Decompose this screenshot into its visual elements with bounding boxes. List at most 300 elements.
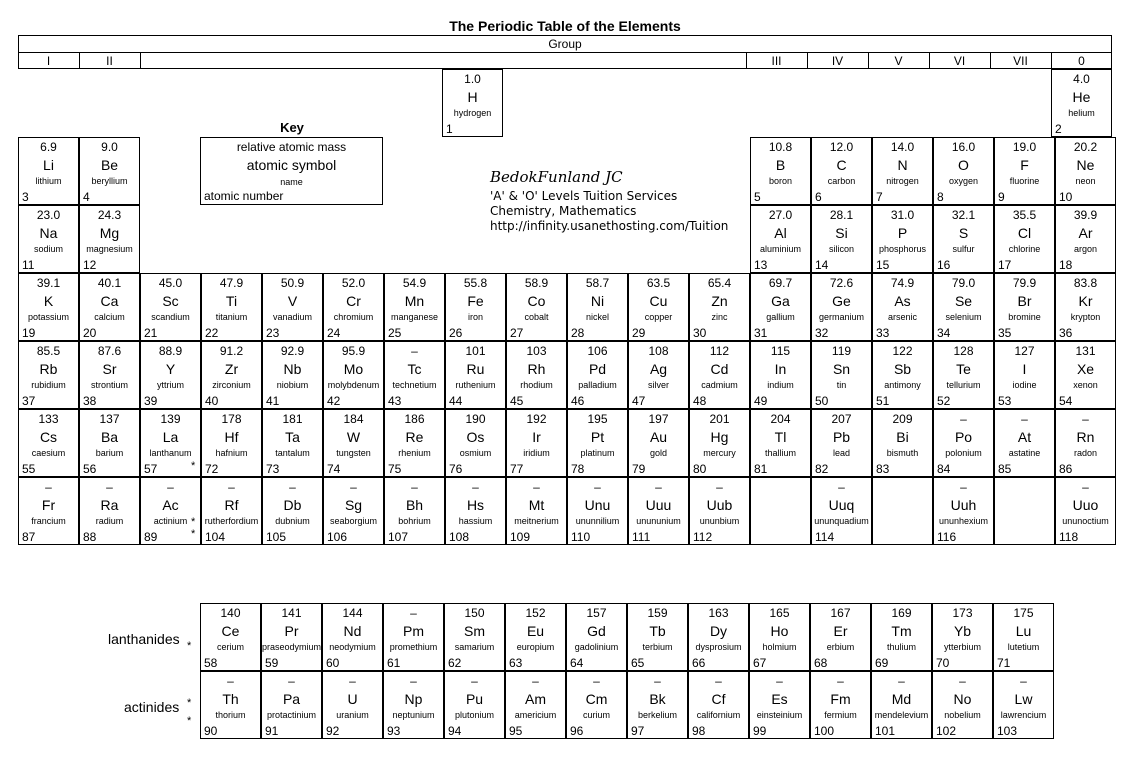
- element-symbol: Cl: [1017, 225, 1032, 241]
- element-cell-neon: [1055, 137, 1116, 205]
- group-label: V: [894, 54, 903, 68]
- element-number: 16: [937, 258, 951, 272]
- element-symbol: Y: [165, 361, 176, 377]
- element-mass: –: [227, 674, 234, 688]
- element-mass: 95.9: [341, 344, 366, 358]
- element-cell-dubnium: [262, 477, 323, 545]
- element-mass: 133: [38, 412, 59, 426]
- element-name: iron: [467, 312, 483, 322]
- element-name: copper: [644, 312, 673, 322]
- element-name: erbium: [826, 642, 855, 652]
- element-number: 112: [693, 530, 713, 544]
- element-symbol: Re: [405, 429, 424, 445]
- element-name: praseodymium: [262, 642, 321, 652]
- element-number: 58: [204, 656, 218, 670]
- element-symbol: Ca: [100, 293, 119, 309]
- element-number: 10: [1059, 190, 1073, 204]
- element-symbol: Rf: [224, 497, 239, 513]
- element-cell-xenon: [1055, 341, 1116, 409]
- element-symbol: F: [1020, 157, 1029, 173]
- element-cell-francium: [18, 477, 79, 545]
- element-mass: –: [1021, 412, 1028, 426]
- element-name: fluorine: [1009, 176, 1040, 186]
- element-name: lawrencium: [1000, 710, 1047, 720]
- element-mass: 169: [891, 606, 912, 620]
- element-cell-uranium: [322, 671, 383, 739]
- element-symbol: Ra: [100, 497, 119, 513]
- element-cell-nobelium: [932, 671, 993, 739]
- element-name: ytterbium: [943, 642, 981, 652]
- element-symbol: Ar: [1078, 225, 1093, 241]
- element-number: 79: [632, 462, 646, 476]
- element-name: cobalt: [524, 312, 549, 322]
- element-cell-helium: [1051, 69, 1112, 137]
- element-cell-tantalum: [262, 409, 323, 477]
- element-name: europium: [516, 642, 555, 652]
- element-number: 62: [448, 656, 462, 670]
- element-mass: –: [106, 480, 113, 494]
- element-mass: 23.0: [36, 208, 61, 222]
- element-name: phosphorus: [878, 244, 927, 254]
- element-name: thallium: [764, 448, 796, 458]
- element-number: 37: [22, 394, 36, 408]
- element-mass: –: [776, 674, 783, 688]
- element-symbol: Hg: [710, 429, 729, 445]
- element-name: francium: [31, 516, 66, 526]
- element-number: 96: [570, 724, 584, 738]
- element-cell-chlorine: [994, 205, 1055, 273]
- element-name: rubidium: [31, 380, 66, 390]
- element-name: gadolinium: [574, 642, 619, 652]
- series-marker: *: [191, 528, 196, 540]
- element-number: 66: [692, 656, 706, 670]
- element-symbol: V: [287, 293, 298, 309]
- element-number: 57: [144, 462, 158, 476]
- element-mass: 101: [465, 344, 486, 358]
- element-name: hafnium: [215, 448, 248, 458]
- element-mass: –: [410, 606, 417, 620]
- element-mass: 52.0: [341, 276, 366, 290]
- element-mass: 31.0: [890, 208, 915, 222]
- element-mass: 128: [953, 344, 974, 358]
- element-symbol: Yb: [953, 623, 972, 639]
- element-name: fermium: [824, 710, 857, 720]
- element-cell-potassium: [18, 273, 79, 341]
- element-symbol: Ba: [100, 429, 119, 445]
- element-cell-ununhexium: [933, 477, 994, 545]
- element-name: tellurium: [946, 380, 981, 390]
- element-number: 27: [510, 326, 524, 340]
- element-number: 103: [997, 724, 1018, 738]
- element-cell-molybdenum: [323, 341, 384, 409]
- element-mass: 178: [221, 412, 242, 426]
- element-symbol: Pd: [588, 361, 607, 377]
- element-mass: 88.9: [158, 344, 183, 358]
- element-number: 86: [1059, 462, 1073, 476]
- element-mass: 167: [830, 606, 851, 620]
- element-number: 63: [509, 656, 523, 670]
- element-cell-thulium: [871, 603, 932, 671]
- element-symbol: U: [347, 691, 358, 707]
- group-label: II: [106, 54, 113, 68]
- element-mass: –: [288, 674, 295, 688]
- element-name: einsteinium: [756, 710, 803, 720]
- element-symbol: W: [346, 429, 361, 445]
- watermark-line: 'A' & 'O' Levels Tuition Services: [490, 189, 678, 203]
- element-name: iridium: [523, 448, 550, 458]
- element-mass: 112: [709, 344, 730, 358]
- element-number: 54: [1059, 394, 1073, 408]
- element-mass: 50.9: [280, 276, 305, 290]
- element-cell-germanium: [811, 273, 872, 341]
- element-symbol: Dy: [709, 623, 728, 639]
- element-name: sodium: [33, 244, 63, 254]
- element-name: hassium: [458, 516, 493, 526]
- element-name: molybdenum: [327, 380, 380, 390]
- element-mass: 27.0: [768, 208, 793, 222]
- element-cell-empty: [872, 477, 933, 545]
- element-symbol: Uuh: [950, 497, 977, 513]
- element-number: 71: [997, 656, 1011, 670]
- element-mass: 122: [892, 344, 913, 358]
- element-mass: 39.9: [1073, 208, 1098, 222]
- element-cell-sodium: [18, 205, 79, 273]
- element-cell-vanadium: [262, 273, 323, 341]
- element-symbol: Mo: [343, 361, 364, 377]
- element-mass: –: [959, 674, 966, 688]
- element-name: mendelevium: [874, 710, 929, 720]
- element-name: niobium: [276, 380, 309, 390]
- element-symbol: Ho: [770, 623, 789, 639]
- element-number: 5: [754, 190, 761, 204]
- element-cell-astatine: [994, 409, 1055, 477]
- element-name: holmium: [762, 642, 797, 652]
- series-marker: *: [187, 640, 192, 652]
- element-name: tungsten: [336, 448, 371, 458]
- element-cell-tellurium: [933, 341, 994, 409]
- element-symbol: Rn: [1076, 429, 1095, 445]
- element-cell-cerium: [200, 603, 261, 671]
- element-cell-thorium: [200, 671, 261, 739]
- element-number: 74: [327, 462, 341, 476]
- element-number: 17: [998, 258, 1012, 272]
- element-number: 46: [571, 394, 585, 408]
- element-number: 75: [388, 462, 402, 476]
- element-symbol: Cs: [39, 429, 58, 445]
- element-symbol: C: [836, 157, 847, 173]
- element-number: 33: [876, 326, 890, 340]
- element-cell-yttrium: [140, 341, 201, 409]
- element-number: 87: [22, 530, 36, 544]
- element-cell-rhenium: [384, 409, 445, 477]
- element-mass: 131: [1075, 344, 1096, 358]
- element-name: ununnilium: [575, 516, 620, 526]
- element-number: 6: [815, 190, 822, 204]
- element-symbol: Tm: [891, 623, 912, 639]
- element-symbol: Bk: [649, 691, 666, 707]
- element-mass: –: [471, 674, 478, 688]
- element-symbol: Au: [649, 429, 668, 445]
- element-number: 55: [22, 462, 36, 476]
- element-number: 1: [446, 122, 453, 136]
- element-mass: 74.9: [890, 276, 915, 290]
- element-cell-radon: [1055, 409, 1116, 477]
- element-cell-platinum: [567, 409, 628, 477]
- key-box: [200, 137, 383, 205]
- element-mass: 207: [831, 412, 852, 426]
- element-number: 45: [510, 394, 524, 408]
- element-mass: 85.5: [36, 344, 61, 358]
- element-number: 26: [449, 326, 463, 340]
- element-cell-empty: [750, 477, 811, 545]
- element-symbol: Cd: [710, 361, 729, 377]
- element-name: ruthenium: [455, 380, 496, 390]
- element-cell-praseodymium: [261, 603, 322, 671]
- element-cell-antimony: [872, 341, 933, 409]
- element-mass: 4.0: [1073, 72, 1090, 86]
- element-cell-meitnerium: [506, 477, 567, 545]
- element-mass: 69.7: [768, 276, 793, 290]
- element-number: 11: [22, 258, 35, 272]
- element-cell-fermium: [810, 671, 871, 739]
- element-symbol: Es: [771, 691, 788, 707]
- element-cell-selenium: [933, 273, 994, 341]
- element-symbol: Pr: [284, 623, 299, 639]
- element-number: 43: [388, 394, 402, 408]
- element-symbol: Ne: [1076, 157, 1095, 173]
- element-name: ununbium: [699, 516, 740, 526]
- element-mass: 24.3: [97, 208, 122, 222]
- element-number: 82: [815, 462, 829, 476]
- element-mass: 141: [281, 606, 302, 620]
- element-number: 77: [510, 462, 524, 476]
- element-symbol: Zn: [711, 293, 728, 309]
- element-mass: –: [533, 480, 540, 494]
- element-number: 92: [326, 724, 340, 738]
- element-cell-bismuth: [872, 409, 933, 477]
- element-symbol: Pt: [590, 429, 605, 445]
- element-name: selenium: [945, 312, 982, 322]
- element-cell-seaborgium: [323, 477, 384, 545]
- element-number: 23: [266, 326, 280, 340]
- element-symbol: Rh: [527, 361, 546, 377]
- element-number: 35: [998, 326, 1012, 340]
- element-mass: –: [837, 674, 844, 688]
- element-symbol: Zr: [224, 361, 239, 377]
- element-name: terbium: [642, 642, 673, 652]
- element-name: neptunium: [392, 710, 435, 720]
- element-symbol: Sn: [832, 361, 851, 377]
- key-heading: Key: [280, 120, 304, 135]
- element-number: 69: [875, 656, 889, 670]
- element-symbol: Os: [466, 429, 485, 445]
- element-symbol: Cu: [649, 293, 668, 309]
- element-mass: 45.0: [158, 276, 183, 290]
- element-name: ununquadium: [814, 516, 869, 526]
- element-name: strontium: [90, 380, 128, 390]
- element-number: 72: [205, 462, 219, 476]
- element-name: curium: [582, 710, 610, 720]
- element-symbol: Fm: [830, 691, 851, 707]
- element-number: 19: [22, 326, 36, 340]
- element-mass: –: [228, 480, 235, 494]
- element-cell-fluorine: [994, 137, 1055, 205]
- element-number: 93: [387, 724, 401, 738]
- element-symbol: Bh: [405, 497, 424, 513]
- element-mass: –: [411, 344, 418, 358]
- element-mass: 140: [220, 606, 241, 620]
- lanthanides-label: lanthanides: [108, 631, 180, 647]
- element-number: 70: [936, 656, 950, 670]
- element-number: 84: [937, 462, 951, 476]
- element-cell-radium: [79, 477, 140, 545]
- element-cell-neptunium: [383, 671, 444, 739]
- element-name: plutonium: [454, 710, 495, 720]
- group-label: III: [771, 54, 782, 68]
- element-number: 94: [448, 724, 462, 738]
- element-number: 41: [266, 394, 280, 408]
- element-mass: 139: [160, 412, 181, 426]
- element-number: 29: [632, 326, 646, 340]
- element-symbol: Xe: [1076, 361, 1095, 377]
- element-cell-magnesium: [79, 205, 140, 273]
- group-label: VII: [1013, 54, 1028, 68]
- element-mass: 209: [892, 412, 913, 426]
- element-cell-polonium: [933, 409, 994, 477]
- element-name: technetium: [392, 380, 437, 390]
- element-name: titanium: [215, 312, 248, 322]
- element-cell-cobalt: [506, 273, 567, 341]
- element-number: 116: [937, 530, 957, 544]
- element-cell-indium: [750, 341, 811, 409]
- element-name: bromine: [1008, 312, 1041, 322]
- element-mass: –: [1082, 480, 1089, 494]
- element-number: 2: [1055, 122, 1062, 136]
- element-name: dubnium: [275, 516, 310, 526]
- element-cell-americium: [505, 671, 566, 739]
- element-name: seaborgium: [329, 516, 378, 526]
- element-cell-oxygen: [933, 137, 994, 205]
- element-mass: 40.1: [97, 276, 122, 290]
- element-number: 8: [937, 190, 944, 204]
- element-number: 40: [205, 394, 219, 408]
- element-cell-iodine: [994, 341, 1055, 409]
- element-name: rhenium: [398, 448, 431, 458]
- element-symbol: Uuq: [828, 497, 855, 513]
- element-name: chromium: [333, 312, 374, 322]
- element-mass: –: [532, 674, 539, 688]
- element-number: 78: [571, 462, 585, 476]
- element-name: bohrium: [398, 516, 431, 526]
- element-symbol: La: [162, 429, 179, 445]
- element-mass: 12.0: [829, 140, 854, 154]
- element-number: 56: [83, 462, 97, 476]
- element-name: chlorine: [1008, 244, 1041, 254]
- element-cell-argon: [1055, 205, 1116, 273]
- element-name: scandium: [151, 312, 190, 322]
- element-name: sulfur: [952, 244, 975, 254]
- element-name: unununium: [636, 516, 681, 526]
- element-name: aluminium: [759, 244, 801, 254]
- element-symbol: Ge: [832, 293, 851, 309]
- element-name: silver: [647, 380, 669, 390]
- element-symbol: Co: [527, 293, 546, 309]
- element-name: zirconium: [212, 380, 251, 390]
- element-name: californium: [696, 710, 741, 720]
- element-mass: 175: [1013, 606, 1034, 620]
- element-name: helium: [1068, 108, 1095, 118]
- element-number: 76: [449, 462, 463, 476]
- element-cell-berkelium: [627, 671, 688, 739]
- element-symbol: Mn: [404, 293, 425, 309]
- element-number: 67: [753, 656, 767, 670]
- watermark-line: http://infinity.usanethosting.com/Tuition: [490, 219, 729, 233]
- element-cell-gadolinium: [566, 603, 627, 671]
- element-mass: 20.2: [1073, 140, 1098, 154]
- element-cell-terbium: [627, 603, 688, 671]
- element-mass: 190: [465, 412, 486, 426]
- element-cell-titanium: [201, 273, 262, 341]
- element-cell-gold: [628, 409, 689, 477]
- element-mass: 92.9: [280, 344, 305, 358]
- element-symbol: No: [953, 691, 972, 707]
- element-cell-nickel: [567, 273, 628, 341]
- element-name: boron: [768, 176, 793, 186]
- element-number: 80: [693, 462, 707, 476]
- element-number: 53: [998, 394, 1012, 408]
- element-cell-cadmium: [689, 341, 750, 409]
- element-name: berkelium: [637, 710, 677, 720]
- element-symbol: Ru: [466, 361, 485, 377]
- element-cell-tin: [811, 341, 872, 409]
- element-cell-arsenic: [872, 273, 933, 341]
- element-symbol: Si: [835, 225, 848, 241]
- element-name: cadmium: [701, 380, 738, 390]
- element-cell-hydrogen: [442, 69, 503, 137]
- element-name: tin: [836, 380, 847, 390]
- element-cell-gallium: [750, 273, 811, 341]
- element-mass: 58.7: [585, 276, 610, 290]
- element-number: 104: [205, 530, 226, 544]
- element-number: 9: [998, 190, 1005, 204]
- publisher-watermark: [490, 170, 728, 234]
- element-symbol: Ce: [221, 623, 240, 639]
- element-cell-californium: [688, 671, 749, 739]
- element-symbol: At: [1017, 429, 1032, 445]
- element-mass: –: [960, 480, 967, 494]
- element-name: promethium: [389, 642, 438, 652]
- element-symbol: Lu: [1015, 623, 1032, 639]
- element-name: potassium: [27, 312, 70, 322]
- element-mass: 55.8: [463, 276, 488, 290]
- element-symbol: P: [897, 225, 908, 241]
- element-symbol: N: [897, 157, 908, 173]
- element-symbol: I: [1022, 361, 1027, 377]
- element-cell-bohrium: [384, 477, 445, 545]
- group-header-label: Group: [548, 37, 582, 51]
- element-number: 48: [693, 394, 707, 408]
- element-mass: 91.2: [219, 344, 244, 358]
- element-name: thulium: [886, 642, 916, 652]
- element-symbol: Gd: [587, 623, 606, 639]
- element-symbol: Se: [954, 293, 973, 309]
- element-number: 28: [571, 326, 585, 340]
- element-symbol: Lw: [1014, 691, 1033, 707]
- element-symbol: Er: [833, 623, 848, 639]
- element-number: 97: [631, 724, 645, 738]
- series-marker: *: [187, 697, 192, 709]
- element-mass: 159: [647, 606, 668, 620]
